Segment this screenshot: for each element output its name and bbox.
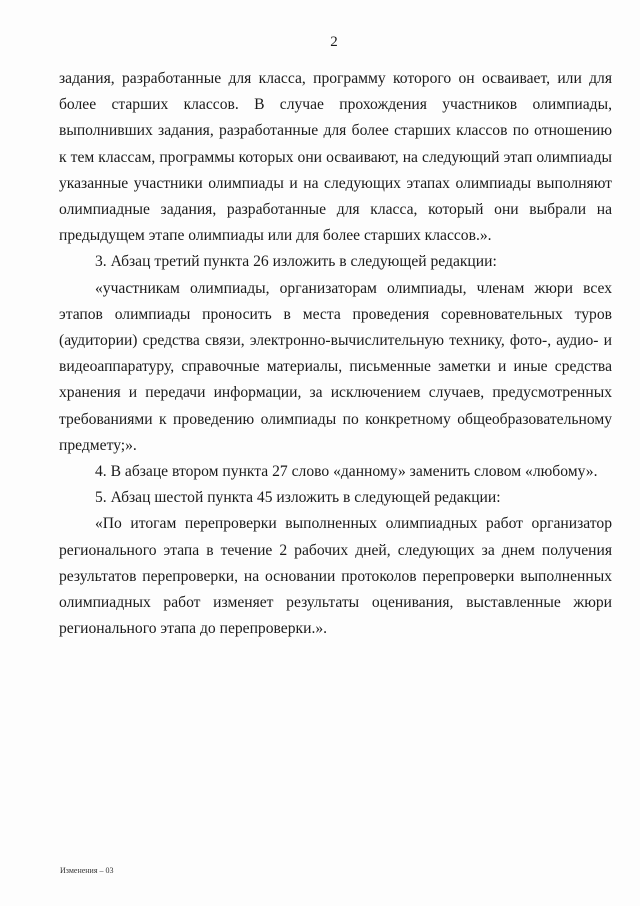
paragraph-continuation: задания, разработанные для класса, программу которого он осваивает, или для более старших классов. В случае прохождения участников олимпиады, выполнивших задания, разработанные для более старших классов по отношению к тем классам, программы которых они осваивают, на следующий этап олимпиады указанные участники олимпиады и на следующих этапах олимпиады выполняют олимпиадные задания, разработанные для класса, который они выбрали на предыдущем этапе олимпиады или для более старших классов.». <box>59 70 612 245</box>
paragraph-quote-5: «По итогам перепроверки выполненных олимпиадных работ организатор регионального этапа в течение 2 рабочих дней, следующих за днем получения результатов перепроверки, на основании протоколов перепроверки выполненных олимпиадных работ изменяет результаты оценивания, выставленные жюри регионального этапа до перепроверки.». <box>59 515 612 638</box>
paragraph-item-4: 4. В абзаце втором пункта 27 слово «данному» заменить словом «любому». <box>95 463 598 481</box>
paragraph-item-5: 5. Абзац шестой пункта 45 изложить в следующей редакции: <box>95 489 501 507</box>
document-body <box>59 66 612 642</box>
page-number: 2 <box>330 34 338 50</box>
paragraph-item-3: 3. Абзац третий пункта 26 изложить в следующей редакции: <box>95 253 497 271</box>
paragraph-quote-3: «участникам олимпиады, организаторам олимпиады, членам жюри всех этапов олимпиады проносить в места проведения соревновательных туров (аудитории) средства связи, электронно-вычислительную технику, фото-, аудио- и видеоаппаратуру, справочные материалы, письменные заметки и иные средства хранения и передачи информации, за исключением случаев, предусмотренных требованиями к проведению олимпиады по конкретному общеобразовательному предмету;». <box>59 279 612 454</box>
footer-revision-label: Изменения – 03 <box>60 866 114 875</box>
